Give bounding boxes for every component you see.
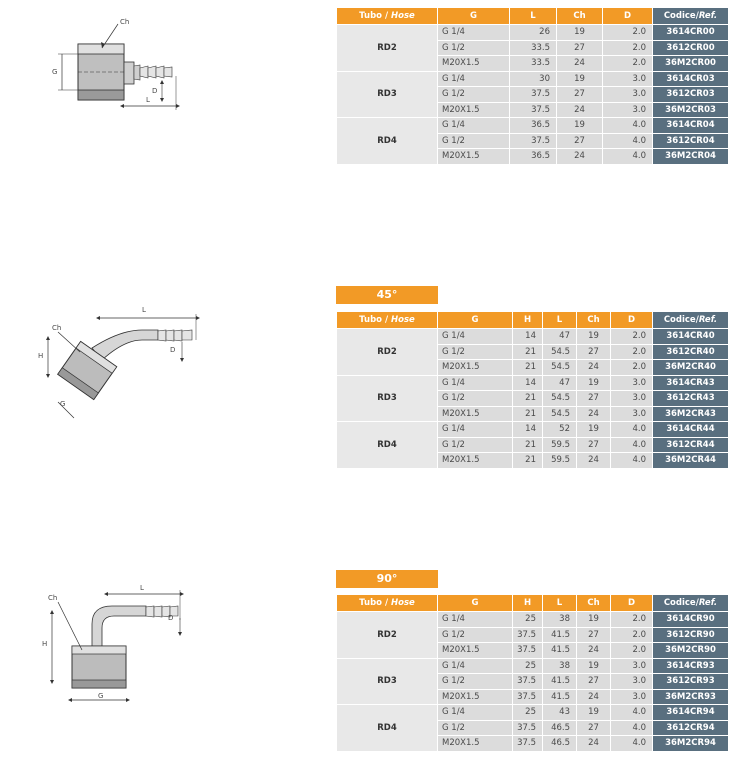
table-row bbox=[337, 71, 729, 87]
table-row bbox=[337, 658, 729, 674]
ref-cell: 36M2CR43 bbox=[653, 406, 729, 422]
header-h: H bbox=[513, 312, 543, 329]
l-cell: 54.5 bbox=[543, 391, 577, 407]
d-cell: 4.0 bbox=[611, 422, 653, 438]
l-cell: 47 bbox=[543, 375, 577, 391]
ch-cell: 24 bbox=[577, 360, 611, 376]
header-tubo-hose: Tubo / Hose bbox=[337, 312, 438, 329]
ref-cell: 3614CR44 bbox=[653, 422, 729, 438]
l-label: L bbox=[140, 584, 144, 592]
ch-cell: 27 bbox=[577, 391, 611, 407]
ref-cell: 3612CR03 bbox=[653, 87, 729, 103]
ref-cell: 3614CR40 bbox=[653, 329, 729, 345]
d-cell: 2.0 bbox=[611, 329, 653, 345]
table-row bbox=[337, 422, 729, 438]
h-cell: 21 bbox=[513, 391, 543, 407]
table-row bbox=[337, 705, 729, 721]
ref-cell: 3612CR44 bbox=[653, 437, 729, 453]
g-cell: G 1/4 bbox=[438, 118, 510, 134]
l-cell: 46.5 bbox=[543, 736, 577, 752]
d-cell: 2.0 bbox=[611, 344, 653, 360]
d-cell: 2.0 bbox=[611, 643, 653, 659]
g-cell: M20X1.5 bbox=[438, 643, 513, 659]
l-cell: 46.5 bbox=[543, 720, 577, 736]
ch-cell: 24 bbox=[557, 149, 603, 165]
ref-cell: 3614CR90 bbox=[653, 612, 729, 628]
d-cell: 2.0 bbox=[611, 612, 653, 628]
header-codice-ref: Codice/Ref. bbox=[653, 312, 729, 329]
d-cell: 4.0 bbox=[611, 437, 653, 453]
ch-cell: 24 bbox=[577, 689, 611, 705]
h-cell: 21 bbox=[513, 453, 543, 469]
header-l: L bbox=[543, 595, 577, 612]
h-cell: 21 bbox=[513, 406, 543, 422]
ref-cell: 36M2CR44 bbox=[653, 453, 729, 469]
l-cell: 43 bbox=[543, 705, 577, 721]
ref-cell: 36M2CR94 bbox=[653, 736, 729, 752]
g-cell: G 1/4 bbox=[438, 658, 513, 674]
ref-cell: 3612CR94 bbox=[653, 720, 729, 736]
d-cell: 3.0 bbox=[611, 406, 653, 422]
l-cell: 59.5 bbox=[543, 437, 577, 453]
ch-cell: 19 bbox=[557, 71, 603, 87]
header-tubo-hose: Tubo / Hose bbox=[337, 8, 438, 25]
spec-table-90 bbox=[336, 594, 729, 752]
d-cell: 4.0 bbox=[611, 736, 653, 752]
l-cell: 41.5 bbox=[543, 674, 577, 690]
g-cell: G 1/4 bbox=[438, 25, 510, 41]
h-label: H bbox=[38, 352, 44, 360]
d-label: D bbox=[152, 87, 158, 95]
header-g: G bbox=[438, 595, 513, 612]
ref-cell: 3612CR43 bbox=[653, 391, 729, 407]
h-cell: 21 bbox=[513, 360, 543, 376]
d-cell: 3.0 bbox=[603, 87, 653, 103]
ref-cell: 3614CR93 bbox=[653, 658, 729, 674]
d-cell: 4.0 bbox=[603, 118, 653, 134]
ref-cell: 3614CR04 bbox=[653, 118, 729, 134]
ch-label: Ch bbox=[52, 324, 62, 332]
header-l: L bbox=[543, 312, 577, 329]
fitting-90-drawing bbox=[34, 584, 214, 714]
g-label: G bbox=[98, 692, 104, 700]
header-tubo-hose: Tubo / Hose bbox=[337, 595, 438, 612]
straight-fitting-drawing bbox=[40, 10, 200, 120]
h-cell: 14 bbox=[513, 422, 543, 438]
table-header-row bbox=[337, 8, 729, 25]
ch-cell: 24 bbox=[577, 643, 611, 659]
ch-cell: 19 bbox=[557, 25, 603, 41]
l-cell: 38 bbox=[543, 658, 577, 674]
ref-cell: 36M2CR04 bbox=[653, 149, 729, 165]
l-cell: 47 bbox=[543, 329, 577, 345]
l-cell: 41.5 bbox=[543, 689, 577, 705]
h-cell: 21 bbox=[513, 437, 543, 453]
l-cell: 36.5 bbox=[510, 118, 557, 134]
group-cell: RD4 bbox=[337, 422, 438, 469]
g-cell: M20X1.5 bbox=[438, 736, 513, 752]
g-cell: M20X1.5 bbox=[438, 453, 513, 469]
l-cell: 41.5 bbox=[543, 643, 577, 659]
ref-cell: 3612CR04 bbox=[653, 133, 729, 149]
group-cell: RD3 bbox=[337, 71, 438, 118]
group-cell: RD3 bbox=[337, 658, 438, 705]
group-cell: RD4 bbox=[337, 705, 438, 752]
ch-cell: 27 bbox=[557, 40, 603, 56]
ref-cell: 3614CR43 bbox=[653, 375, 729, 391]
table-row bbox=[337, 375, 729, 391]
g-cell: G 1/2 bbox=[438, 344, 513, 360]
table-header-row bbox=[337, 595, 729, 612]
d-cell: 3.0 bbox=[611, 674, 653, 690]
header-codice-ref: Codice/Ref. bbox=[653, 8, 729, 25]
g-cell: M20X1.5 bbox=[438, 149, 510, 165]
l-cell: 54.5 bbox=[543, 360, 577, 376]
ch-cell: 19 bbox=[577, 422, 611, 438]
g-cell: G 1/4 bbox=[438, 705, 513, 721]
l-cell: 37.5 bbox=[510, 102, 557, 118]
g-cell: M20X1.5 bbox=[438, 689, 513, 705]
header-h: H bbox=[513, 595, 543, 612]
d-cell: 4.0 bbox=[611, 720, 653, 736]
spec-table-straight bbox=[336, 7, 729, 165]
ch-cell: 19 bbox=[577, 375, 611, 391]
ch-cell: 27 bbox=[577, 720, 611, 736]
h-cell: 21 bbox=[513, 344, 543, 360]
l-cell: 30 bbox=[510, 71, 557, 87]
h-cell: 37.5 bbox=[513, 643, 543, 659]
g-cell: M20X1.5 bbox=[438, 102, 510, 118]
group-cell: RD2 bbox=[337, 329, 438, 376]
ch-cell: 27 bbox=[577, 674, 611, 690]
ch-cell: 19 bbox=[577, 612, 611, 628]
d-cell: 4.0 bbox=[611, 453, 653, 469]
ref-cell: 36M2CR00 bbox=[653, 56, 729, 72]
header-codice-ref: Codice/Ref. bbox=[653, 595, 729, 612]
header-ch: Ch bbox=[577, 595, 611, 612]
ref-cell: 3614CR00 bbox=[653, 25, 729, 41]
ch-cell: 27 bbox=[577, 627, 611, 643]
header-g: G bbox=[438, 312, 513, 329]
d-cell: 2.0 bbox=[603, 40, 653, 56]
g-cell: G 1/4 bbox=[438, 612, 513, 628]
g-cell: G 1/2 bbox=[438, 674, 513, 690]
header-l: L bbox=[510, 8, 557, 25]
ch-label: Ch bbox=[48, 594, 58, 602]
l-cell: 52 bbox=[543, 422, 577, 438]
d-cell: 2.0 bbox=[611, 360, 653, 376]
ref-cell: 3612CR90 bbox=[653, 627, 729, 643]
ref-cell: 3614CR03 bbox=[653, 71, 729, 87]
l-cell: 41.5 bbox=[543, 627, 577, 643]
g-cell: M20X1.5 bbox=[438, 360, 513, 376]
table-row bbox=[337, 118, 729, 134]
g-cell: G 1/4 bbox=[438, 329, 513, 345]
group-cell: RD2 bbox=[337, 25, 438, 72]
g-label: G bbox=[60, 400, 66, 408]
l-cell: 38 bbox=[543, 612, 577, 628]
ch-cell: 24 bbox=[577, 453, 611, 469]
ref-cell: 36M2CR90 bbox=[653, 643, 729, 659]
d-cell: 4.0 bbox=[611, 705, 653, 721]
ref-cell: 3612CR40 bbox=[653, 344, 729, 360]
spec-table-45 bbox=[336, 311, 729, 469]
h-cell: 14 bbox=[513, 375, 543, 391]
g-cell: G 1/4 bbox=[438, 71, 510, 87]
l-cell: 26 bbox=[510, 25, 557, 41]
h-cell: 37.5 bbox=[513, 689, 543, 705]
ch-cell: 24 bbox=[577, 406, 611, 422]
table-header-row bbox=[337, 312, 729, 329]
g-cell: M20X1.5 bbox=[438, 56, 510, 72]
ref-cell: 36M2CR03 bbox=[653, 102, 729, 118]
table-row bbox=[337, 612, 729, 628]
g-cell: M20X1.5 bbox=[438, 406, 513, 422]
d-cell: 3.0 bbox=[603, 71, 653, 87]
table-row bbox=[337, 25, 729, 41]
group-cell: RD3 bbox=[337, 375, 438, 422]
h-cell: 37.5 bbox=[513, 720, 543, 736]
group-cell: RD4 bbox=[337, 118, 438, 165]
d-cell: 4.0 bbox=[603, 133, 653, 149]
l-cell: 54.5 bbox=[543, 344, 577, 360]
g-cell: G 1/2 bbox=[438, 133, 510, 149]
ref-cell: 3612CR00 bbox=[653, 40, 729, 56]
ch-cell: 27 bbox=[557, 133, 603, 149]
group-cell: RD2 bbox=[337, 612, 438, 659]
d-cell: 2.0 bbox=[611, 627, 653, 643]
section-label-45: 45° bbox=[336, 286, 438, 304]
ch-cell: 19 bbox=[557, 118, 603, 134]
ch-cell: 19 bbox=[577, 705, 611, 721]
ref-cell: 3614CR94 bbox=[653, 705, 729, 721]
g-label: G bbox=[52, 68, 58, 76]
l-cell: 36.5 bbox=[510, 149, 557, 165]
h-cell: 37.5 bbox=[513, 736, 543, 752]
fitting-45-drawing bbox=[30, 300, 220, 430]
header-d: D bbox=[611, 595, 653, 612]
l-label: L bbox=[142, 306, 146, 314]
l-cell: 37.5 bbox=[510, 133, 557, 149]
h-cell: 25 bbox=[513, 612, 543, 628]
g-cell: G 1/4 bbox=[438, 422, 513, 438]
l-cell: 59.5 bbox=[543, 453, 577, 469]
header-ch: Ch bbox=[577, 312, 611, 329]
d-cell: 3.0 bbox=[611, 375, 653, 391]
ch-label: Ch bbox=[120, 18, 130, 26]
d-cell: 3.0 bbox=[611, 391, 653, 407]
ch-cell: 24 bbox=[557, 56, 603, 72]
header-d: D bbox=[611, 312, 653, 329]
ch-cell: 24 bbox=[557, 102, 603, 118]
h-cell: 25 bbox=[513, 658, 543, 674]
h-label: H bbox=[42, 640, 48, 648]
d-cell: 3.0 bbox=[611, 689, 653, 705]
l-cell: 54.5 bbox=[543, 406, 577, 422]
header-d: D bbox=[603, 8, 653, 25]
ch-cell: 27 bbox=[577, 344, 611, 360]
d-label: D bbox=[170, 346, 176, 354]
table-row bbox=[337, 329, 729, 345]
ch-cell: 19 bbox=[577, 658, 611, 674]
g-cell: G 1/2 bbox=[438, 87, 510, 103]
ch-cell: 24 bbox=[577, 736, 611, 752]
header-ch: Ch bbox=[557, 8, 603, 25]
ref-cell: 36M2CR40 bbox=[653, 360, 729, 376]
d-cell: 4.0 bbox=[603, 149, 653, 165]
ref-cell: 3612CR93 bbox=[653, 674, 729, 690]
g-cell: G 1/2 bbox=[438, 437, 513, 453]
g-cell: G 1/2 bbox=[438, 627, 513, 643]
l-label: L bbox=[146, 96, 150, 104]
g-cell: G 1/4 bbox=[438, 375, 513, 391]
h-cell: 37.5 bbox=[513, 627, 543, 643]
d-cell: 3.0 bbox=[611, 658, 653, 674]
g-cell: G 1/2 bbox=[438, 391, 513, 407]
ch-cell: 27 bbox=[557, 87, 603, 103]
d-label: D bbox=[168, 614, 174, 622]
g-cell: G 1/2 bbox=[438, 40, 510, 56]
ref-cell: 36M2CR93 bbox=[653, 689, 729, 705]
h-cell: 25 bbox=[513, 705, 543, 721]
section-label-90: 90° bbox=[336, 570, 438, 588]
header-g: G bbox=[438, 8, 510, 25]
g-cell: G 1/2 bbox=[438, 720, 513, 736]
h-cell: 37.5 bbox=[513, 674, 543, 690]
d-cell: 3.0 bbox=[603, 102, 653, 118]
l-cell: 37.5 bbox=[510, 87, 557, 103]
l-cell: 33.5 bbox=[510, 40, 557, 56]
l-cell: 33.5 bbox=[510, 56, 557, 72]
ch-cell: 27 bbox=[577, 437, 611, 453]
h-cell: 14 bbox=[513, 329, 543, 345]
ch-cell: 19 bbox=[577, 329, 611, 345]
d-cell: 2.0 bbox=[603, 25, 653, 41]
d-cell: 2.0 bbox=[603, 56, 653, 72]
